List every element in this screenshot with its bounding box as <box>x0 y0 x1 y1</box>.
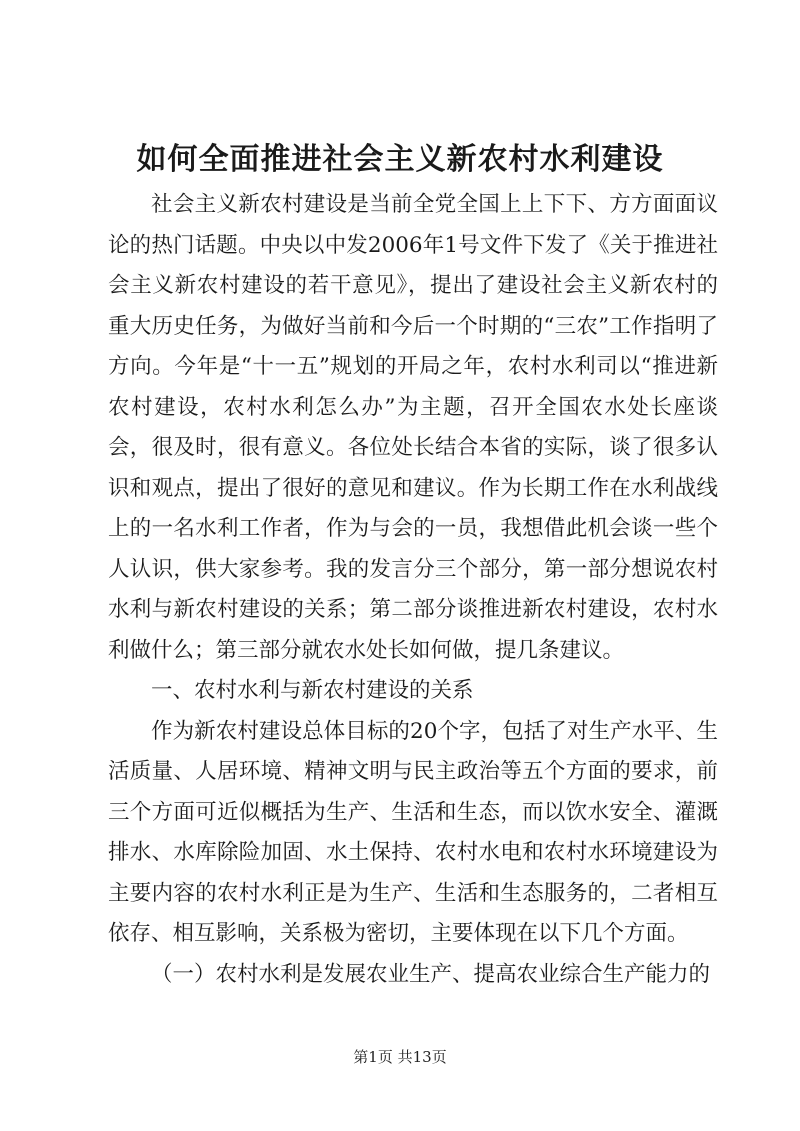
paragraph-section-1: 作为新农村建设总体目标的20个字，包括了对生产水平、生活质量、人居环境、精神文明与民主政治等五个方面的要求，前三个方面可近似概括为生产、生活和生态，而以饮水安全、灌溉排水、水库除险加固、水土保持、农村水电和农村水环境建设为主要内容的农村水利正是为生产、生活和生态服务的，二者相互依存、相互影响，关系极为密切，主要体现在以下几个方面。 <box>108 718 718 946</box>
page-footer: 第1页 共13页 <box>353 1048 447 1066</box>
subsection-heading-1: （一）农村水利是发展农业生产、提高农业综合生产能力的 <box>151 961 711 987</box>
paragraph-intro: 社会主义新农村建设是当前全党全国上上下下、方方面面议论的热门话题。中央以中发2006年1号文件下发了《关于推进社会主义新农村建设的若干意见》，提出了建设社会主义新农村的重大历史任务，为做好当前和今后一个时期的“三农”工作指明了方向。今年是“十一五”规划的开局之年，农村水利司以“推进新农村建设，农村水利怎么办”为主题，召开全国农水处长座谈会，很及时，很有意义。各位处长结合本省的实际，谈了很多认识和观点，提出了很好的意见和建议。作为长期工作在水利战线上的一名水利工作者，作为与会的一员，我想借此机会谈一些个人认识，供大家参考。我的发言分三个部分，第一部分想说农村水利与新农村建设的关系；第二部分谈推进新农村建设，农村水利做什么；第三部分就农水处长如何做，提几条建议。 <box>108 192 718 663</box>
document-body <box>108 185 718 995</box>
page-title: 如何全面推进社会主义新农村水利建设 <box>136 142 664 177</box>
section-heading-1: 一、农村水利与新农村建设的关系 <box>151 678 474 703</box>
